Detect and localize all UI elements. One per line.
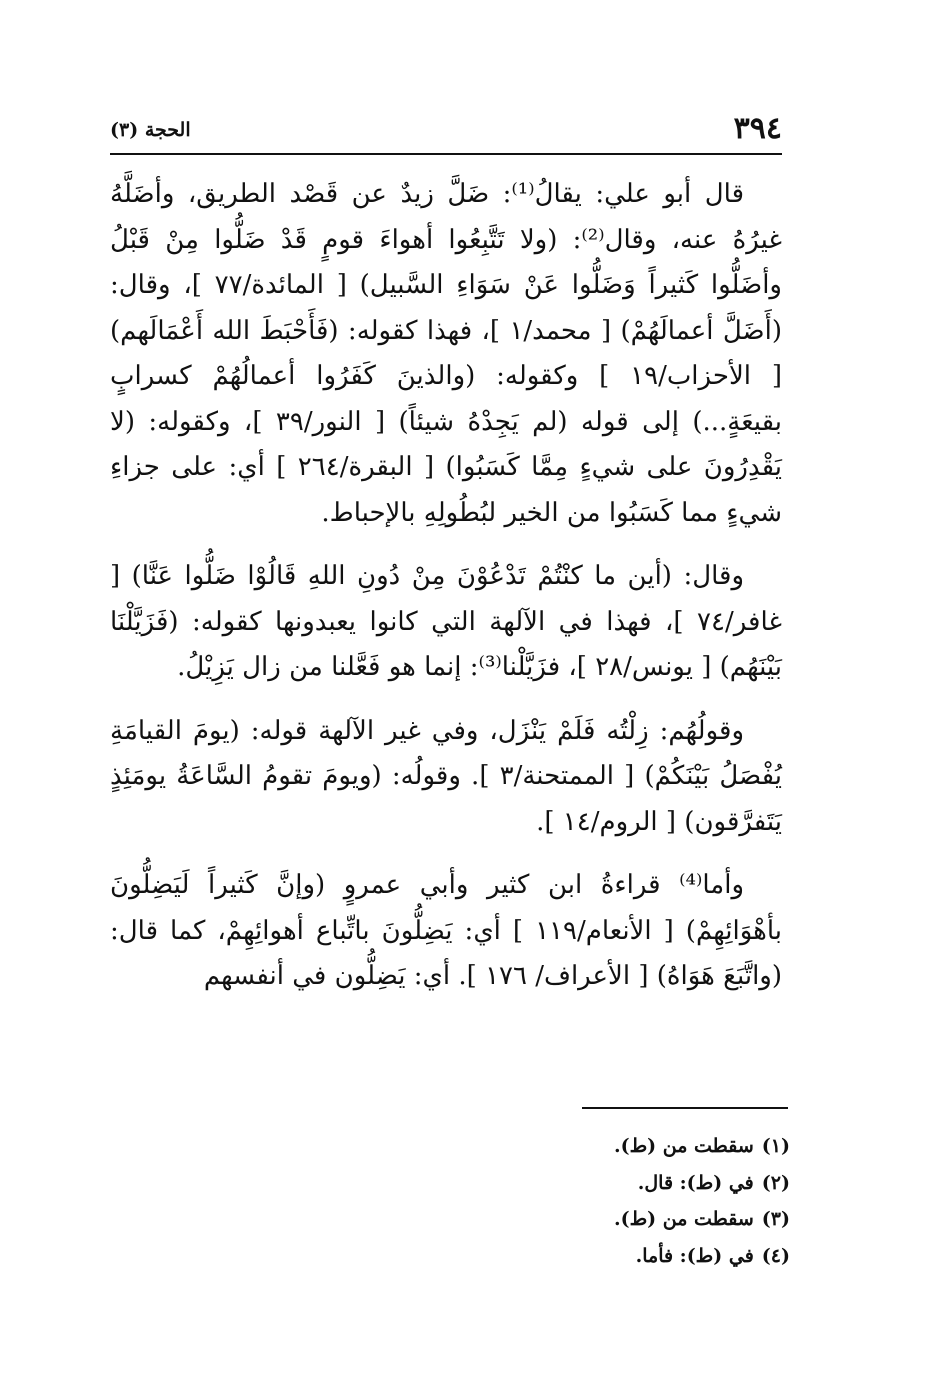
footnote-item: [400, 1165, 790, 1202]
footnote-marker: (٢): [761, 1171, 790, 1194]
footnote-text: سقطت من (ط).: [613, 1135, 754, 1157]
footnote-text: في (ط): قال.: [637, 1171, 754, 1194]
footnote-item: [400, 1201, 790, 1238]
page-number: ٣٩٤: [733, 111, 782, 146]
header-rule: [110, 153, 782, 155]
paragraph: وأما⁽⁴⁾ قراءةُ ابن كثير وأبي عمروٍ (وإنَّ كَثيراً لَيَضِلُّونَ بأهْوَائِهِمْ) [ الأنعام/١١٩ ] أي: يَضِلُّونَ باتِّباع أهوائِهِمْ، كما قال: (واتَّبَعَ هَوَاهُ) [ الأعراف/ ١٧٦ ]. أي: يَضِلُّون في أنفسهم: [110, 870, 782, 991]
footnote-text: في (ط): فأما.: [635, 1244, 754, 1267]
running-title: الحجة (٣): [110, 119, 191, 141]
footnote-marker: (٣): [761, 1208, 790, 1230]
footnotes: [400, 1128, 790, 1274]
footnote-marker: (٤): [761, 1244, 790, 1267]
paragraph: قال أبو علي: يقالُ⁽¹⁾: ضَلَّ زيدٌ عن قَصْد الطريق، وأضَلَّهُ غيرُهُ عنه، وقال⁽²⁾: (ولا تَتَّبِعُوا أهواءَ قومٍ قَدْ ضَلُّوا مِنْ قَبْلُ وأضَلُّوا كَثيراً وَضَلُّوا عَنْ سَوَاءِ السَّبيل) [ المائدة/٧٧ ]، وقال: (أَضَلَّ أعمالَهُمْ) [ محمد/١ ]، فهذا كقوله: (فَأَحْبَطَ الله أَعْمَالَهم) [ الأحزاب/١٩ ] وكقوله: (والذينَ كَفَرُوا أعمالُهُمْ كسرابٍ بقيعَةٍ...) إلى قوله (لم يَجِدْهُ شيئاً) [ النور/٣٩ ]، وكقوله: (لا يَقْدِرُونَ على شيءٍ مِمَّا كَسَبُوا) [ البقرة/٢٦٤ ] أي: على جزاءِ شيءٍ مما كَسَبُوا من الخير لبُطُولِهِ بالإحباط.: [110, 179, 783, 528]
main-text: [110, 172, 782, 1008]
footnote-separator: [582, 1107, 788, 1109]
paragraph: وقال: (أين ما كنْتُمْ تَدْعُوْنَ مِنْ دُونِ اللهِ قَالُوْا ضَلُّوا عَنَّا) [ غافر/٧٤ ]، فهذا في الآلهة التي كانوا يعبدونها كقوله: (فَزَيَّلْنَا بَيْنَهُم) [ يونس/٢٨ ]، فزَيَّلْنا⁽³⁾: إنما هو فَعَّلنا من زال يَزِيْلُ.: [110, 561, 782, 682]
footnote-item: [400, 1128, 790, 1165]
footnote-marker: (١): [761, 1135, 790, 1157]
paragraph: وقولُهُم: زِلْتُه فَلَمْ يَنْزَل، وفي غير الآلهة قوله: (يومَ القيامَةِ يُفْصَلُ بَيْنَكُمْ) [ الممتحنة/٣ ]. وقولُه: (ويومَ تقومُ السَّاعَةُ يومَئِذٍ يَتَفرَّقون) [ الروم/١٤ ].: [110, 715, 782, 837]
footnote-text: سقطت من (ط).: [613, 1208, 754, 1230]
page-header: [110, 112, 782, 150]
footnote-item: [400, 1238, 790, 1275]
